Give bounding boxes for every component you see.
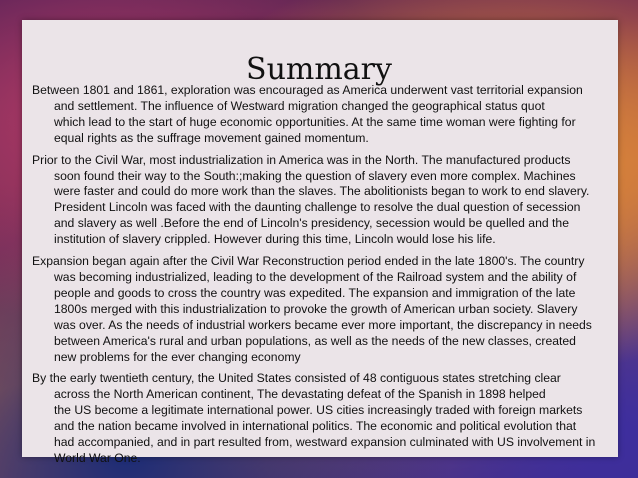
- paragraph-line: which lead to the start of huge economic opportunities. At the same time woman were fighting for: [54, 114, 576, 129]
- paragraph-line: was over. As the needs of industrial workers became ever more important, the discrepancy in needs: [54, 317, 592, 332]
- paragraph-4: [32, 371, 598, 466]
- paragraph-line: institution of slavery crippled. However during this time, Lincoln would lose his life.: [54, 232, 496, 247]
- paragraph-1: [32, 83, 598, 147]
- paragraph-line: and the nation became involved in international politics. The economic and political evolution that: [54, 419, 577, 434]
- paragraph-line: Expansion began again after the Civil War Reconstruction period ended in the late 1800's. The country: [32, 254, 585, 269]
- paragraph-line: equal rights as the suffrage movement gained momentum.: [54, 130, 369, 145]
- paragraph-line: President Lincoln was faced with the daunting challenge to resolve the dual question of secession: [54, 200, 581, 215]
- paragraph-line: was becoming industrialized, leading to the development of the Railroad system and the ability of: [54, 269, 577, 284]
- paragraph-line: and slavery as well .Before the end of Lincoln's presidency, secession would be quelled and the: [54, 216, 569, 231]
- slide-title: Summary: [246, 52, 392, 87]
- paragraph-line: new problems for the ever changing economy: [54, 349, 301, 364]
- slide-body: [32, 83, 598, 473]
- paragraph-line: 1800s merged with this industrialization to provoke the growth of American urban society. Slavery: [54, 301, 578, 316]
- paragraph-line: soon found their way to the South:;making the question of slavery even more complex. Machines: [54, 168, 576, 183]
- paragraph-line: people and goods to cross the country was expedited. The expansion and immigration of the late: [54, 285, 576, 300]
- paragraph-line: were faster and could do more work than the slaves. The abolitionists began to work to end slavery.: [54, 184, 590, 199]
- paragraph-line: By the early twentieth century, the United States consisted of 48 contiguous states stretching clear: [32, 371, 561, 386]
- paragraph-3: [32, 254, 598, 365]
- paragraph-line: between America's rural and urban populations, as well as the needs of the new classes, created: [54, 333, 576, 348]
- paragraph-line: Between 1801 and 1861, exploration was encouraged as America underwent vast territorial expansion: [32, 83, 583, 97]
- paragraph-line: and settlement. The influence of Westward migration changed the geographical status quot: [54, 98, 545, 113]
- paragraph-line: Prior to the Civil War, most industrialization in America was in the North. The manufactured products: [32, 152, 571, 167]
- paragraph-line: the US become a legitimate international power. US cities increasingly traded with foreign markets: [54, 403, 583, 418]
- paragraph-2: [32, 153, 598, 248]
- paragraph-line: World War One.: [54, 450, 141, 465]
- paragraph-line: across the North American continent, The devastating defeat of the Spanish in 1898 helped: [54, 387, 546, 402]
- paragraph-line: had accompanied, and in part resulted from, westward expansion culminated with US involvement in: [54, 435, 596, 450]
